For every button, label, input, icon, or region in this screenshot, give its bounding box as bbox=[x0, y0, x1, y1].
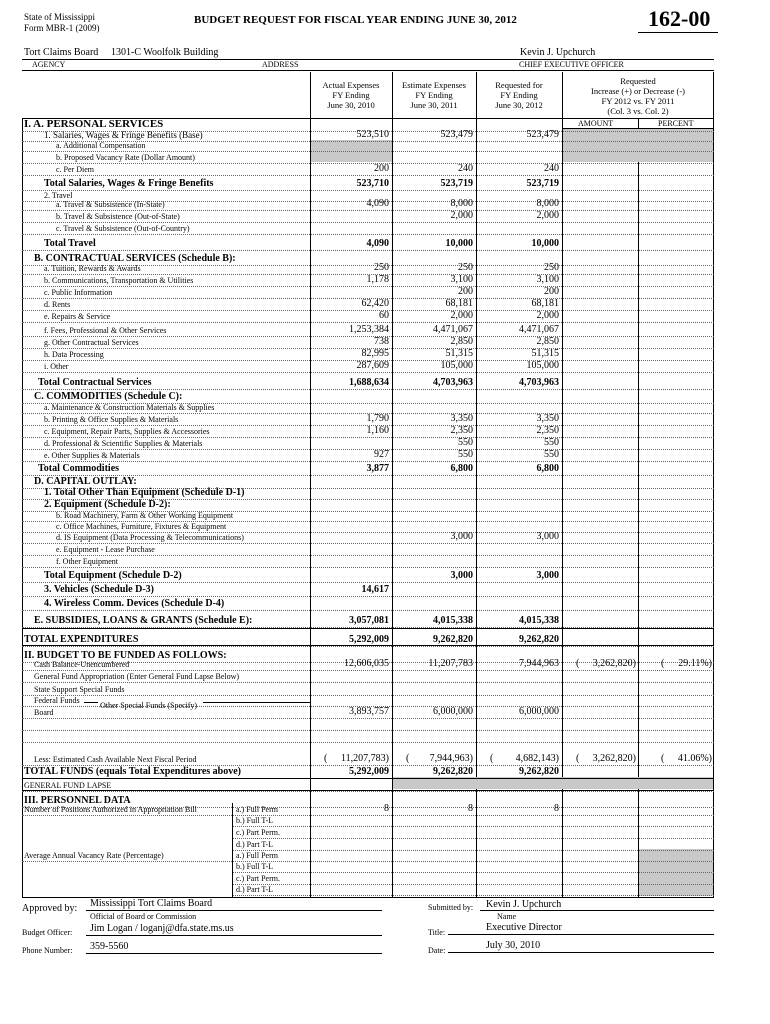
cell-e: 2,000 bbox=[450, 310, 473, 321]
row-label: b. Proposed Vacancy Rate (Dollar Amount) bbox=[56, 153, 195, 162]
row-label: h. Data Processing bbox=[44, 350, 104, 359]
row-label: TOTAL FUNDS (equals Total Expenditures above) bbox=[24, 766, 241, 777]
agency-address: 1301-C Woolfolk Building bbox=[111, 47, 219, 58]
cell-r: 523,479 bbox=[526, 129, 559, 140]
ceo-label: CHIEF EXECUTIVE OFFICER bbox=[519, 60, 624, 69]
cell-percent: 29.11%) bbox=[678, 658, 712, 669]
ceo-name: Kevin J. Upchurch bbox=[520, 47, 596, 58]
percent-header: PERCENT bbox=[658, 119, 694, 128]
cell-a: 1,253,384 bbox=[349, 324, 389, 335]
row-label: I. A. PERSONAL SERVICES bbox=[24, 118, 164, 130]
personnel-sublabel: c.) Part Perm. bbox=[236, 828, 280, 837]
cell-a: 1,688,634 bbox=[349, 377, 389, 388]
row-label: a. Maintenance & Construction Materials & Supplies bbox=[44, 403, 215, 412]
cell-e: 200 bbox=[458, 286, 473, 297]
cell-a: 12,606,035 bbox=[344, 658, 389, 669]
row-label: b. Communications, Transportation & Utilities bbox=[44, 276, 194, 285]
row-label: a. Travel & Subsistence (In-State) bbox=[56, 200, 165, 209]
cell-e: 3,100 bbox=[450, 274, 473, 285]
cell-r: 105,000 bbox=[526, 360, 559, 371]
cell-r: 550 bbox=[544, 437, 559, 448]
cell-amount: 3,262,820) bbox=[592, 753, 636, 764]
cell-r: 4,682,143) bbox=[515, 753, 559, 764]
cell-r: 4,703,963 bbox=[519, 377, 559, 388]
cell-a: 5,292,009 bbox=[349, 634, 389, 645]
cell-r: 3,100 bbox=[536, 274, 559, 285]
cell-r: 240 bbox=[544, 163, 559, 174]
cell-e: 6,800 bbox=[450, 463, 473, 474]
official-label: Official of Board or Commission bbox=[90, 912, 197, 921]
personnel-sublabel: a.) Full Perm bbox=[236, 805, 278, 814]
row-label: d. Professional & Scientific Supplies & Materials bbox=[44, 439, 203, 448]
cell-r: 9,262,820 bbox=[519, 634, 559, 645]
row-label: Total Travel bbox=[44, 238, 96, 249]
cell-e: 4,471,067 bbox=[433, 324, 473, 335]
date-label: Date: bbox=[428, 946, 446, 955]
open-paren: ( bbox=[324, 753, 328, 764]
cell-e: 51,315 bbox=[445, 348, 473, 359]
cell-a: 14,617 bbox=[361, 584, 389, 595]
cell-r: 4,015,338 bbox=[519, 615, 559, 626]
personnel-sublabel: a.) Full Perm bbox=[236, 851, 278, 860]
submitted-value: Kevin J. Upchurch bbox=[486, 899, 562, 910]
form-label: Form MBR-1 (2009) bbox=[24, 23, 100, 33]
agency-label: AGENCY bbox=[32, 60, 66, 69]
open-paren: ( bbox=[490, 753, 494, 764]
cell-e: 6,000,000 bbox=[433, 706, 473, 717]
cell-e: 4,703,963 bbox=[433, 377, 473, 388]
cell-e: 2,350 bbox=[450, 425, 473, 436]
cell-a: 11,207,783) bbox=[341, 753, 389, 764]
cell-e: 9,262,820 bbox=[433, 634, 473, 645]
cell-a: 8 bbox=[384, 803, 389, 814]
cell-e: 105,000 bbox=[440, 360, 473, 371]
cell-r: 6,000,000 bbox=[519, 706, 559, 717]
row-label: 2. Equipment (Schedule D-2): bbox=[44, 499, 171, 510]
row-label: III. PERSONNEL DATA bbox=[24, 795, 131, 806]
cell-a: 82,995 bbox=[361, 348, 389, 359]
cell-r: 8,000 bbox=[536, 198, 559, 209]
row-label: d. Rents bbox=[44, 300, 71, 309]
cell-r: 3,000 bbox=[536, 531, 559, 542]
cell-a: 62,420 bbox=[361, 298, 389, 309]
row-label: c. Per Diem bbox=[56, 165, 94, 174]
cell-e: 68,181 bbox=[445, 298, 473, 309]
approved-label: Approved by: bbox=[22, 903, 78, 914]
row-label: Number of Positions Authorized in Appropriation Bill bbox=[24, 805, 197, 814]
cell-e: 550 bbox=[458, 437, 473, 448]
cell-a: 250 bbox=[374, 262, 389, 273]
col-actual-header: Actual Expenses FY Ending June 30, 2010 bbox=[322, 80, 380, 110]
row-label: C. COMMODITIES (Schedule C): bbox=[34, 391, 183, 402]
cell-r: 51,315 bbox=[531, 348, 559, 359]
cell-e: 240 bbox=[458, 163, 473, 174]
cell-a: 927 bbox=[374, 449, 389, 460]
cell-r: 10,000 bbox=[531, 238, 559, 249]
cell-e: 3,000 bbox=[450, 531, 473, 542]
cell-r: 6,800 bbox=[536, 463, 559, 474]
row-label: D. CAPITAL OUTLAY: bbox=[34, 476, 137, 487]
row-label: Less: Estimated Cash Available Next Fiscal Period bbox=[34, 755, 197, 764]
row-label: e. Equipment - Lease Purchase bbox=[56, 545, 155, 554]
cell-r: 2,000 bbox=[536, 310, 559, 321]
cell-a: 287,609 bbox=[356, 360, 389, 371]
cell-r: 550 bbox=[544, 449, 559, 460]
row-label: f. Fees, Professional & Other Services bbox=[44, 326, 167, 335]
row-label: General Fund Appropriation (Enter General Fund Lapse Below) bbox=[34, 672, 240, 681]
cell-e: 11,207,783 bbox=[428, 658, 473, 669]
open-paren: ( bbox=[661, 753, 665, 764]
row-label: c. Office Machines, Furniture, Fixtures & Equipment bbox=[56, 522, 227, 531]
row-label: 1. Salaries, Wages & Fringe Benefits (Base) bbox=[44, 130, 203, 140]
cell-e: 3,350 bbox=[450, 413, 473, 424]
personnel-sublabel: c.) Part Perm. bbox=[236, 874, 280, 883]
row-label: Total Commodities bbox=[38, 463, 120, 474]
cell-r: 523,719 bbox=[526, 178, 559, 189]
cell-r: 2,000 bbox=[536, 210, 559, 221]
col-estimate-header: Estimate Expenses FY Ending June 30, 2011 bbox=[402, 80, 466, 110]
cell-e: 523,719 bbox=[440, 178, 473, 189]
title-label: Title: bbox=[428, 928, 446, 937]
submitted-label: Submitted by: bbox=[428, 903, 474, 912]
personnel-sublabel: d.) Part T-L bbox=[236, 840, 274, 849]
date-value: July 30, 2010 bbox=[486, 940, 541, 951]
row-label: TOTAL EXPENDITURES bbox=[24, 634, 139, 645]
agency-name: Tort Claims Board bbox=[24, 47, 99, 58]
cell-e: 2,000 bbox=[450, 210, 473, 221]
officer-label: Budget Officer: bbox=[22, 928, 73, 937]
open-paren: ( bbox=[661, 658, 665, 669]
row-label: Total Salaries, Wages & Fringe Benefits bbox=[44, 178, 214, 189]
row-label: a. Additional Compensation bbox=[56, 141, 146, 150]
open-paren: ( bbox=[406, 753, 410, 764]
row-label: f. Other Equipment bbox=[56, 557, 118, 566]
other-special-funds-label: Other Special Funds (Specify) bbox=[100, 701, 198, 710]
cell-e: 2,850 bbox=[450, 336, 473, 347]
row-label: Cash Balance-Unencumbered bbox=[34, 660, 130, 669]
row-label: 3. Vehicles (Schedule D-3) bbox=[44, 584, 154, 595]
cell-a: 738 bbox=[374, 336, 389, 347]
budget-code: 162-00 bbox=[648, 6, 711, 31]
cell-e: 4,015,338 bbox=[433, 615, 473, 626]
page-title: BUDGET REQUEST FOR FISCAL YEAR ENDING JUNE 30, 2012 bbox=[194, 14, 517, 26]
row-label: State Support Special Funds bbox=[34, 685, 125, 694]
row-label: b. Road Machinery, Farm & Other Working Equipment bbox=[56, 511, 234, 520]
open-paren: ( bbox=[576, 658, 580, 669]
address-label: ADDRESS bbox=[262, 60, 299, 69]
cell-a: 3,893,757 bbox=[349, 706, 389, 717]
cell-e: 10,000 bbox=[445, 238, 473, 249]
cell-e: 8,000 bbox=[450, 198, 473, 209]
amount-header: AMOUNT bbox=[578, 119, 614, 128]
row-label: e. Repairs & Service bbox=[44, 312, 111, 321]
row-label: c. Equipment, Repair Parts, Supplies & Accessories bbox=[44, 427, 210, 436]
cell-a: 3,057,081 bbox=[349, 615, 389, 626]
cell-percent: 41.06%) bbox=[677, 753, 712, 764]
cell-a: 523,710 bbox=[356, 178, 389, 189]
cell-a: 4,090 bbox=[366, 238, 389, 249]
name-label: Name bbox=[497, 912, 517, 921]
cell-a: 3,877 bbox=[366, 463, 389, 474]
row-label: B. CONTRACTUAL SERVICES (Schedule B): bbox=[34, 253, 236, 264]
cell-r: 68,181 bbox=[531, 298, 559, 309]
state-label: State of Mississippi bbox=[24, 12, 96, 22]
cell-a: 5,292,009 bbox=[349, 766, 389, 777]
cell-r: 7,944,963 bbox=[519, 658, 559, 669]
cell-e: 250 bbox=[458, 262, 473, 273]
row-label: 2. Travel bbox=[44, 191, 73, 200]
cell-e: 550 bbox=[458, 449, 473, 460]
row-label: g. Other Contractual Services bbox=[44, 338, 139, 347]
row-label: E. SUBSIDIES, LOANS & GRANTS (Schedule E): bbox=[34, 615, 253, 626]
title-value: Executive Director bbox=[486, 922, 562, 933]
row-label: Total Contractual Services bbox=[38, 377, 152, 388]
row-label: 1. Total Other Than Equipment (Schedule D-1) bbox=[44, 487, 245, 498]
cell-r: 4,471,067 bbox=[519, 324, 559, 335]
cell-r: 3,000 bbox=[536, 570, 559, 581]
cell-r: 3,350 bbox=[536, 413, 559, 424]
cell-a: 523,510 bbox=[356, 129, 389, 140]
cell-a: 1,160 bbox=[366, 425, 389, 436]
phone-value: 359-5560 bbox=[90, 941, 129, 952]
row-label: e. Other Supplies & Materials bbox=[44, 451, 140, 460]
row-label: 4. Wireless Comm. Devices (Schedule D-4) bbox=[44, 598, 225, 609]
approved-value: Mississippi Tort Claims Board bbox=[90, 898, 213, 909]
row-label: GENERAL FUND LAPSE bbox=[24, 781, 112, 790]
row-label: II. BUDGET TO BE FUNDED AS FOLLOWS: bbox=[24, 650, 227, 661]
cell-a: 4,090 bbox=[366, 198, 389, 209]
col-requested-header: Requested for FY Ending June 30, 2012 bbox=[495, 80, 543, 110]
cell-e: 9,262,820 bbox=[433, 766, 473, 777]
cell-a: 60 bbox=[379, 310, 389, 321]
row-label: b. Printing & Office Supplies & Materials bbox=[44, 415, 179, 424]
row-label: d. IS Equipment (Data Processing & Telecommunications) bbox=[56, 533, 244, 542]
cell-a: 200 bbox=[374, 163, 389, 174]
row-label: Board bbox=[34, 708, 54, 717]
cell-r: 9,262,820 bbox=[519, 766, 559, 777]
open-paren: ( bbox=[576, 753, 580, 764]
row-label: Federal Funds bbox=[34, 696, 80, 705]
row-label: c. Public Information bbox=[44, 288, 113, 297]
col-change-header: Requested Increase (+) or Decrease (-) FY 2012 vs. FY 2011 (Col. 3 vs. Col. 2) bbox=[591, 76, 685, 116]
cell-amount: 3,262,820) bbox=[592, 658, 636, 669]
cell-a: 1,790 bbox=[366, 413, 389, 424]
cell-e: 3,000 bbox=[450, 570, 473, 581]
cell-a: 1,178 bbox=[366, 274, 389, 285]
cell-r: 200 bbox=[544, 286, 559, 297]
officer-value: Jim Logan / loganj@dfa.state.ms.us bbox=[90, 923, 234, 934]
cell-r: 2,350 bbox=[536, 425, 559, 436]
cell-e: 523,479 bbox=[440, 129, 473, 140]
cell-r: 8 bbox=[554, 803, 559, 814]
personnel-sublabel: b.) Full T-L bbox=[236, 816, 274, 825]
row-label: i. Other bbox=[44, 362, 69, 371]
cell-e: 8 bbox=[468, 803, 473, 814]
phone-label: Phone Number: bbox=[22, 946, 73, 955]
cell-r: 2,850 bbox=[536, 336, 559, 347]
cell-e: 7,944,963) bbox=[429, 753, 473, 764]
row-label: Average Annual Vacancy Rate (Percentage) bbox=[24, 851, 164, 860]
row-label: b. Travel & Subsistence (Out-of-State) bbox=[56, 212, 180, 221]
personnel-sublabel: d.) Part T-L bbox=[236, 885, 274, 894]
cell-r: 250 bbox=[544, 262, 559, 273]
row-label: Total Equipment (Schedule D-2) bbox=[44, 570, 182, 581]
row-label: c. Travel & Subsistence (Out-of-Country) bbox=[56, 224, 190, 233]
row-label: a. Tuition, Rewards & Awards bbox=[44, 264, 141, 273]
personnel-sublabel: b.) Full T-L bbox=[236, 862, 274, 871]
